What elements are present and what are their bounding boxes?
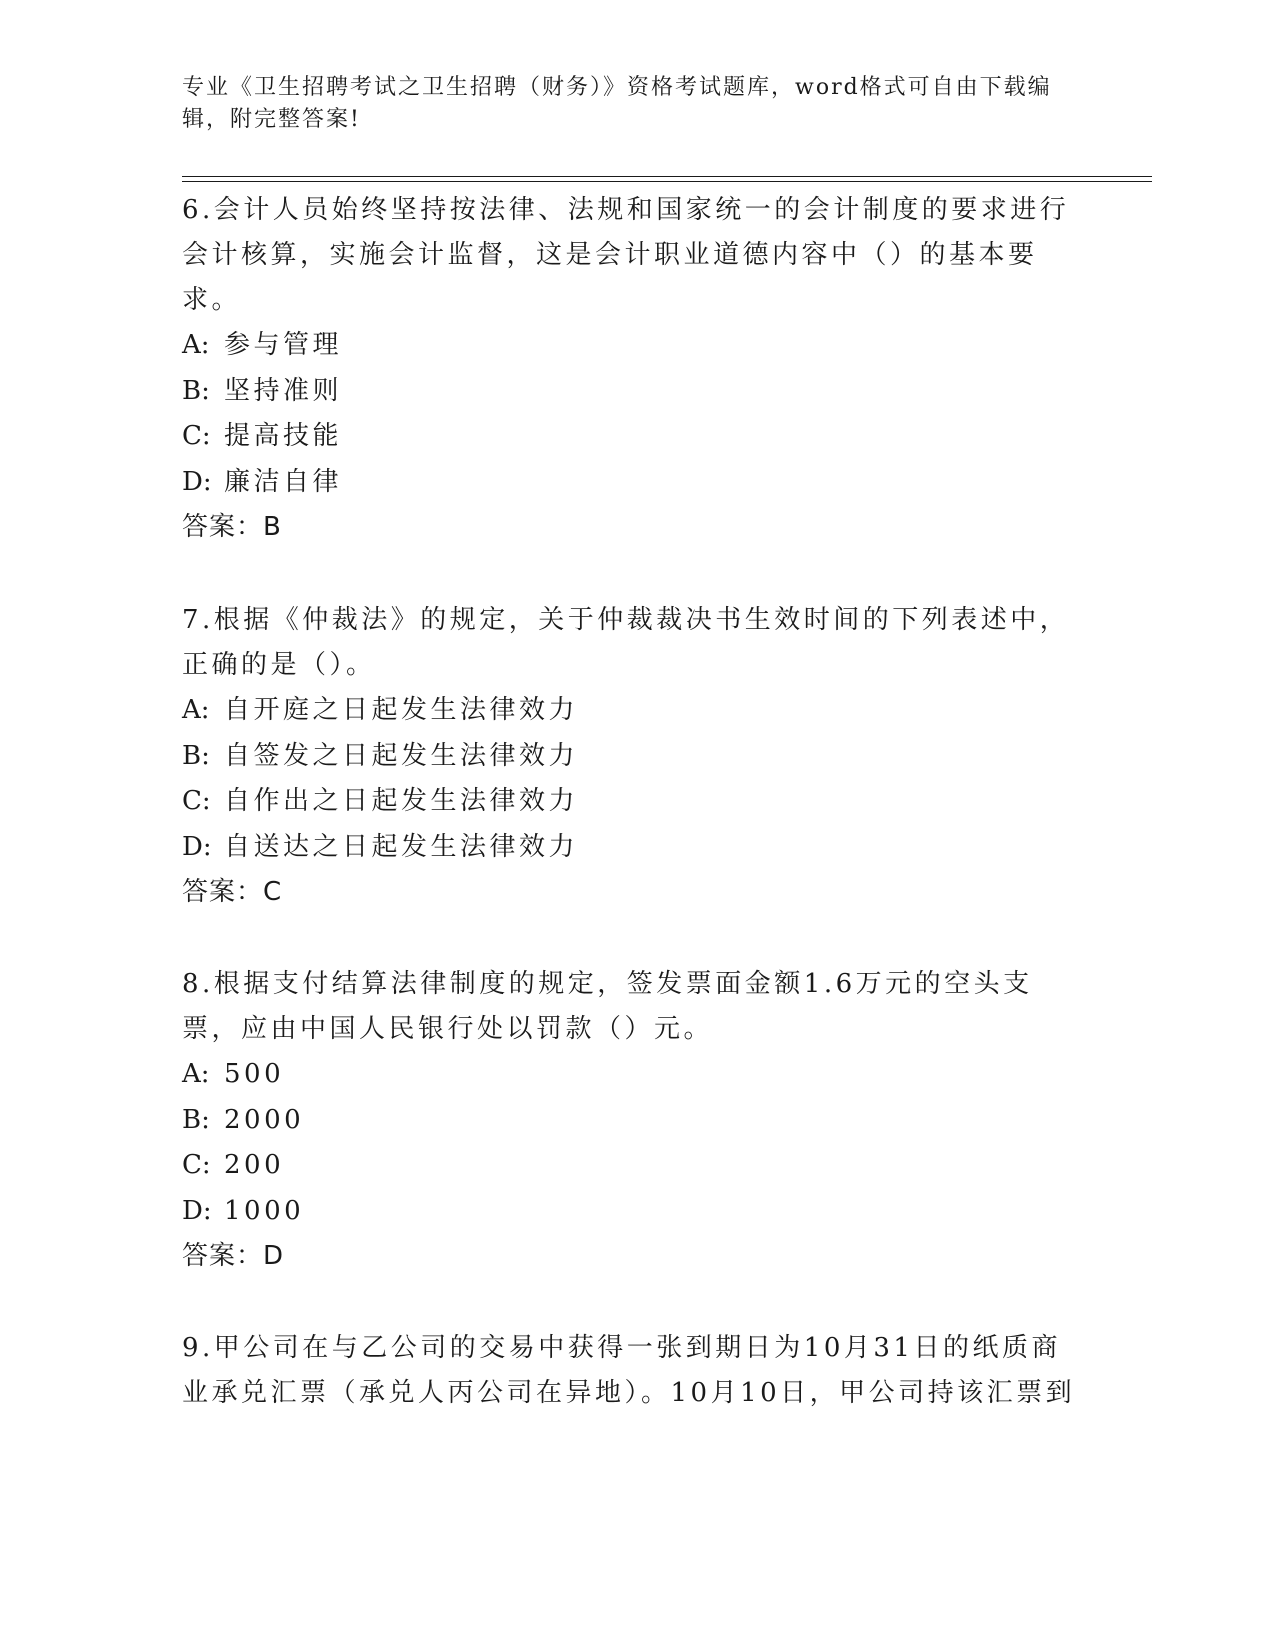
- header-divider-bottom: [182, 181, 1152, 182]
- option-letter: C:: [182, 1150, 211, 1180]
- question-8: [182, 962, 1082, 1279]
- option-letter: D:: [182, 466, 212, 497]
- option-c: [182, 779, 1082, 825]
- question-6: [182, 188, 1082, 550]
- question-7: [182, 598, 1082, 915]
- option-text: 自签发之日起发生法律效力: [224, 740, 579, 771]
- option-a: [182, 323, 1082, 369]
- option-text: 500: [224, 1059, 285, 1089]
- header-divider-top: [182, 176, 1152, 177]
- question-stem: 6.会计人员始终坚持按法律、法规和国家统一的会计制度的要求进行会计核算，实施会计监督，这是会计职业道德内容中（）的基本要求。: [182, 195, 1070, 315]
- answer: 答案：C: [182, 877, 283, 907]
- option-text: 提高技能: [224, 421, 343, 451]
- option-text: 参与管理: [224, 330, 343, 360]
- option-text: 自开庭之日起发生法律效力: [224, 695, 579, 725]
- document-header: 专业《卫生招聘考试之卫生招聘（财务）》资格考试题库，word格式可自由下载编辑，附完整答案!: [182, 75, 1052, 132]
- option-c: [182, 1143, 1082, 1189]
- option-d: [182, 1189, 1082, 1235]
- option-text: 1000: [224, 1195, 305, 1226]
- option-text: 自作出之日起发生法律效力: [224, 786, 579, 816]
- option-c: [182, 414, 1082, 460]
- option-b: [182, 369, 1082, 415]
- option-a: [182, 1052, 1082, 1098]
- option-text: 廉洁自律: [224, 466, 343, 497]
- option-b: [182, 1098, 1082, 1144]
- option-d: [182, 825, 1082, 871]
- question-stem: 8.根据支付结算法律制度的规定，签发票面金额1.6万元的空头支票，应由中国人民银行处以罚款（）元。: [182, 969, 1033, 1044]
- option-letter: C:: [182, 786, 211, 816]
- option-letter: A:: [182, 330, 210, 360]
- answer: 答案：D: [182, 1241, 285, 1271]
- option-d: [182, 460, 1082, 506]
- option-letter: A:: [182, 695, 210, 725]
- option-letter: B:: [182, 1104, 210, 1135]
- option-a: [182, 688, 1082, 734]
- option-b: [182, 734, 1082, 780]
- option-text: 坚持准则: [224, 375, 343, 406]
- option-letter: B:: [182, 375, 210, 406]
- option-letter: D:: [182, 831, 212, 862]
- option-letter: D:: [182, 1195, 212, 1226]
- question-stem: 9.甲公司在与乙公司的交易中获得一张到期日为10月31日的纸质商业承兑汇票（承兑人丙公司在异地）。10月10日，甲公司持该汇票到: [182, 1333, 1076, 1408]
- option-text: 200: [224, 1150, 285, 1180]
- option-letter: B:: [182, 740, 210, 771]
- question-9: [182, 1326, 1082, 1416]
- option-letter: A:: [182, 1059, 210, 1089]
- answer: 答案：B: [182, 512, 282, 542]
- option-text: 自送达之日起发生法律效力: [224, 831, 579, 862]
- option-text: 2000: [224, 1104, 305, 1135]
- option-letter: C:: [182, 421, 211, 451]
- question-stem: 7.根据《仲裁法》的规定，关于仲裁裁决书生效时间的下列表述中，正确的是（）。: [182, 605, 1070, 680]
